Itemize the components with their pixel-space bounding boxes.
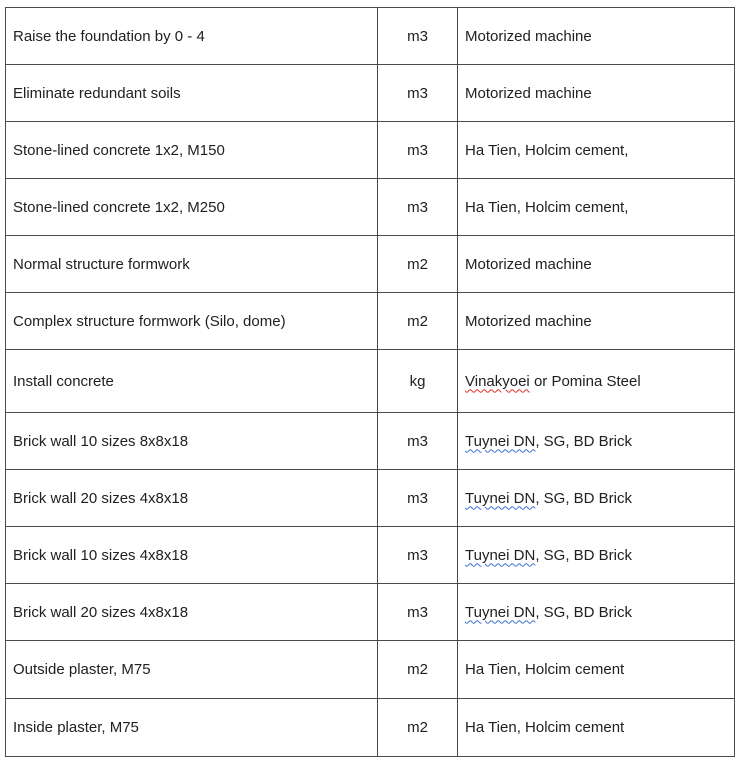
table-row	[6, 293, 735, 350]
material-text: or Pomina Steel	[529, 372, 641, 390]
grammar-flagged-text[interactable]: Tuynei DN	[465, 432, 536, 450]
table-body	[6, 8, 735, 757]
table-row	[6, 527, 735, 584]
material-text: , SG, BD Brick	[535, 432, 632, 450]
cell-material[interactable]	[458, 470, 735, 527]
cell-description[interactable]: Stone-lined concrete 1x2, M250	[6, 179, 378, 236]
cell-unit[interactable]: m3	[378, 413, 458, 470]
cell-unit[interactable]: m3	[378, 179, 458, 236]
cell-description[interactable]: Complex structure formwork (Silo, dome)	[6, 293, 378, 350]
cell-unit[interactable]: m2	[378, 641, 458, 699]
cell-unit[interactable]: m3	[378, 527, 458, 584]
cell-description[interactable]: Inside plaster, M75	[6, 699, 378, 757]
table-row	[6, 65, 735, 122]
grammar-flagged-text[interactable]: Tuynei DN	[465, 489, 536, 507]
cell-unit[interactable]: m3	[378, 470, 458, 527]
cell-material[interactable]	[458, 584, 735, 641]
cell-material[interactable]: Motorized machine	[458, 8, 735, 65]
table-row	[6, 641, 735, 699]
grammar-flagged-text[interactable]: Tuynei DN	[465, 546, 536, 564]
cell-description[interactable]: Eliminate redundant soils	[6, 65, 378, 122]
material-text: , SG, BD Brick	[535, 546, 632, 564]
cell-unit[interactable]: m2	[378, 236, 458, 293]
cell-material[interactable]: Motorized machine	[458, 65, 735, 122]
table-row	[6, 470, 735, 527]
cell-description[interactable]: Raise the foundation by 0 - 4	[6, 8, 378, 65]
table-row	[6, 236, 735, 293]
cell-material[interactable]	[458, 413, 735, 470]
cell-material[interactable]	[458, 350, 735, 413]
spelling-flagged-text[interactable]: Vinakyoei	[465, 372, 530, 390]
table-row	[6, 584, 735, 641]
material-text: , SG, BD Brick	[535, 489, 632, 507]
work-items-table	[5, 7, 735, 757]
cell-material[interactable]: Motorized machine	[458, 236, 735, 293]
table-row	[6, 413, 735, 470]
cell-description[interactable]: Normal structure formwork	[6, 236, 378, 293]
cell-material[interactable]: Ha Tien, Holcim cement	[458, 641, 735, 699]
cell-unit[interactable]: m3	[378, 584, 458, 641]
cell-unit[interactable]: kg	[378, 350, 458, 413]
cell-material[interactable]	[458, 527, 735, 584]
cell-description[interactable]: Brick wall 20 sizes 4x8x18	[6, 470, 378, 527]
cell-unit[interactable]: m3	[378, 122, 458, 179]
table-row	[6, 350, 735, 413]
material-text: , SG, BD Brick	[535, 603, 632, 621]
cell-material[interactable]: Ha Tien, Holcim cement,	[458, 179, 735, 236]
cell-description[interactable]: Brick wall 10 sizes 8x8x18	[6, 413, 378, 470]
cell-unit[interactable]: m3	[378, 8, 458, 65]
cell-description[interactable]: Outside plaster, M75	[6, 641, 378, 699]
table-row	[6, 122, 735, 179]
cell-material[interactable]: Ha Tien, Holcim cement	[458, 699, 735, 757]
cell-description[interactable]: Brick wall 20 sizes 4x8x18	[6, 584, 378, 641]
cell-material[interactable]: Ha Tien, Holcim cement,	[458, 122, 735, 179]
cell-description[interactable]: Install concrete	[6, 350, 378, 413]
cell-unit[interactable]: m2	[378, 293, 458, 350]
table-row	[6, 8, 735, 65]
grammar-flagged-text[interactable]: Tuynei DN	[465, 603, 536, 621]
cell-description[interactable]: Brick wall 10 sizes 4x8x18	[6, 527, 378, 584]
cell-unit[interactable]: m2	[378, 699, 458, 757]
cell-description[interactable]: Stone-lined concrete 1x2, M150	[6, 122, 378, 179]
table-row	[6, 699, 735, 757]
cell-unit[interactable]: m3	[378, 65, 458, 122]
cell-material[interactable]: Motorized machine	[458, 293, 735, 350]
table-row	[6, 179, 735, 236]
